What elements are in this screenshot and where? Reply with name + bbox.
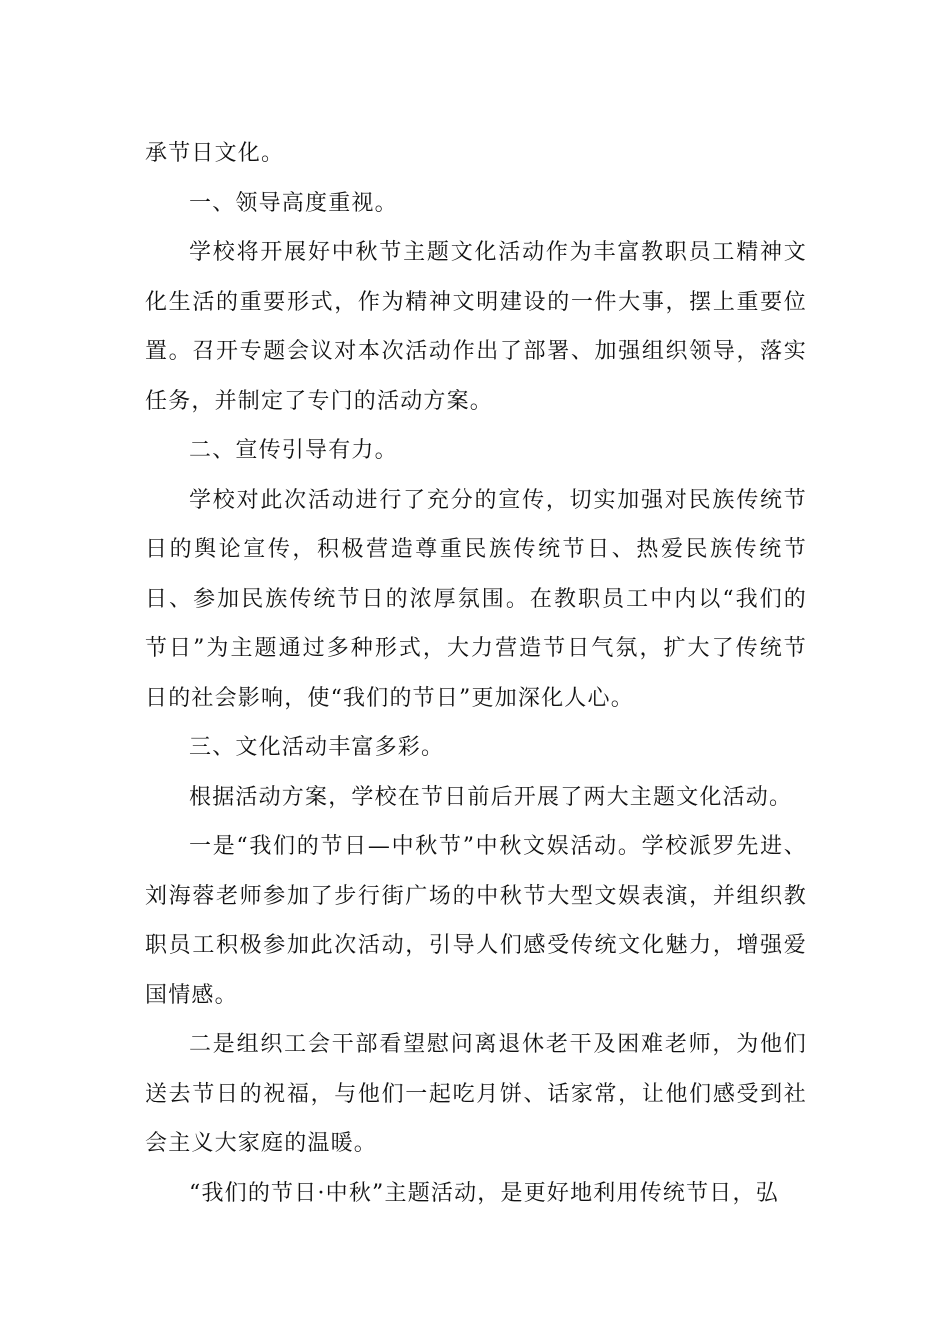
section-heading-2: 二、宣传引导有力。: [189, 438, 398, 463]
document-page: [145, 129, 807, 1218]
paragraph-body: 二是组织工会干部看望慰问离退休老干及困难老师，为他们送去节日的祝福，与他们一起吃月饼、话家常，让他们感受到社会主义大家庭的温暖。: [145, 1032, 807, 1156]
section-heading-1: 一、领导高度重视。: [189, 190, 398, 216]
paragraph-body: “我们的节日·中秋”主题活动，是更好地利用传统节日，弘: [189, 1180, 779, 1206]
paragraph-body: 学校对此次活动进行了充分的宣传，切实加强对民族传统节日的舆论宣传，积极营造尊重民族传统节日、热爱民族传统节日、参加民族传统节日的浓厚氛围。在教职员工中内以“我们的节日”为主题通过多种形式，大力营造节日气氛，扩大了传统节日的社会影响，使“我们的节日”更加深化人心。: [145, 487, 807, 711]
paragraph-body: 学校将开展好中秋节主题文化活动作为丰富教职员工精神文化生活的重要形式，作为精神文明建设的一件大事，摆上重要位置。召开专题会议对本次活动作出了部署、加强组织领导，落实任务，并制定了专门的活动方案。: [145, 240, 807, 414]
paragraph-continuation: 承节日文化。: [145, 141, 285, 166]
section-heading-3: 三、文化活动丰富多彩。: [189, 735, 445, 760]
paragraph-body: 根据活动方案，学校在节日前后开展了两大主题文化活动。: [189, 784, 793, 810]
paragraph-body: 一是“我们的节日—中秋节”中秋文娱活动。学校派罗先进、刘海蓉老师参加了步行街广场的中秋节大型文娱表演，并组织教职员工积极参加此次活动，引导人们感受传统文化魅力，增强爱国情感。: [145, 834, 807, 1008]
